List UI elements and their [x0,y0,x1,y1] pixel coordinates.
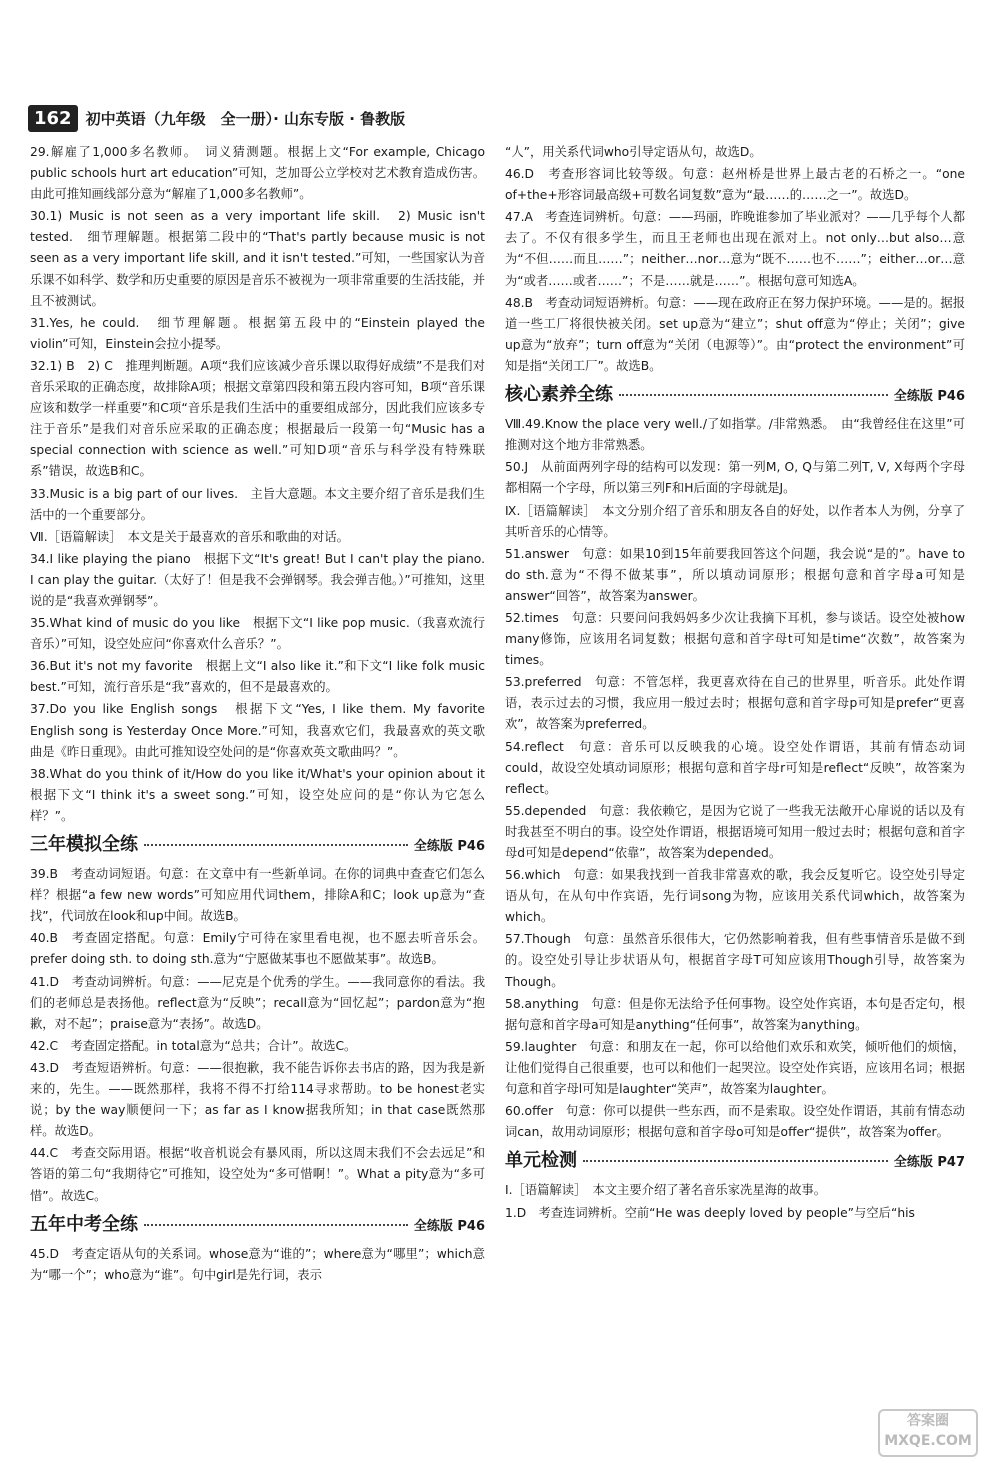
answer-item: Ⅶ.［语篇解读］ 本文是关于最喜欢的音乐和歌曲的对话。 [30,529,349,544]
right-column [505,142,965,1225]
answer-item: 46.D 考查形容词比较等级。句意：赵州桥是世界上最古老的石桥之一。“one of+the+形容词最高级+可数名词复数”意为“最……的……之一”。故选D。 [505,167,965,203]
answer-item: 50.J 从前面两列字母的结构可以发现：第一列M, O, Q与第二列T, V, X每两个字母都相隔一个字母，所以第三列F和H后面的字母就是J。 [505,460,965,496]
answer-item: 38.What do you think of it/How do you like it/What's your opinion about it 根据下文“I think it's a sweet song.”可知，设空处应问的是“你认为它怎么样？”。 [30,766,498,823]
section-page-ref: 全练版 P46 [893,389,965,405]
answer-item: 30.1) Music is not seen as a very important life skill. 2) Music isn't tested. 细节理解题。根据第二段中的“That's partly because music is not seen as a very important life skill, and it isn't tested.”可知，一些国家认为音乐课不如科学、数学和历史重要的原因是音乐不被视为一项非常重要的生活技能，并且不被测试。 [30,209,485,308]
section-heading [30,1214,485,1237]
watermark-line1: 答案圈 [907,1413,949,1429]
answer-item: 41.D 考查动词辨析。句意：——尼克是个优秀的学生。——我同意你的看法。我们的老师总是表扬他。reflect意为“反映”；recall意为“回忆起”；pardon意为“抱歉，对不起”；praise意为“表扬”。故选D。 [30,974,485,1031]
answer-item: 54.reflect 句意：音乐可以反映我的心境。设空处作谓语，其前有情态动词could，故设空处填动词原形；根据句意和首字母r可知是reflect“反映”，故答案为reflect。 [505,739,965,796]
page-number: 162 [28,105,78,132]
answer-item: 52.times 句意：只要问问我妈妈多少次让我摘下耳机，参与谈话。设空处被how many修饰，应该用名词复数；根据句意和首字母t可知是time“次数”，故答案为times。 [505,610,965,668]
section-heading [30,834,485,857]
answer-item: 40.B 考查固定搭配。句意：Emily宁可待在家里看电视，也不愿去听音乐会。prefer doing sth. to doing sth.意为“宁愿做某事也不愿做某事”。故选B。 [30,931,485,967]
dotted-leader [144,844,408,846]
section-heading [505,1150,965,1173]
answer-item: 37.Do you like English songs 根据下文“Yes, I like them. My favorite English song is Yesterday Once More.”可知，我喜欢它们，我最喜欢的英文歌曲是《昨日重现》。由此可推知设空处问的是“你喜欢英文歌曲吗？”。 [30,702,485,759]
watermark-logo [878,1409,978,1457]
section-title: 三年模拟全练 [30,834,138,855]
book-title: 初中英语（九年级 全一册）· 山东专版 · 鲁教版 [85,109,406,128]
section-title: 单元检测 [505,1150,577,1172]
section-title: 核心素养全练 [505,384,613,406]
answer-item: 59.laughter 句意：和朋友在一起，你可以给他们欢乐和欢笑，倾听他们的烦恼，让他们觉得自己很重要，也可以和他们一起哭泣。设空处作宾语，应该用名词；根据句意和首字母l可知是laughter“笑声”，故答案为laughter。 [505,1039,965,1097]
section-title: 五年中考全练 [30,1213,138,1235]
answer-item: 55.depended 句意：我依赖它，是因为它说了一些我无法敞开心扉说的话以及有时我甚至不明白的事。设空处作谓语，根据语境可知用一般过去时；根据句意和首字母d可知是depend“依靠”，故答案为depended。 [505,803,965,860]
answer-item: 45.D 考查定语从句的关系词。whose意为“谁的”；where意为“哪里”；which意为“哪一个”；who意为“谁”。句中girl是先行词，表示 [30,1246,485,1282]
section-page-ref: 全练版 P46 [413,839,485,854]
answer-item: 29.解雇了1,000多名教师。 词义猜测题。根据上文“For example, Chicago public schools hurt art education”可知，芝加哥公立学校对艺术教育造成伤害。由此可推知画线部分意为“解雇了1,000多名教师”。 [30,145,485,202]
answer-item: 36.But it's not my favorite 根据上文“I also like it.”和下文“I like folk music best.”可知，流行音乐是“我”喜欢的，但不是最喜欢的。 [30,659,485,695]
watermark-line2: MXQE.COM [884,1433,972,1449]
answer-item: 58.anything 句意：但是你无法给予任何事物。设空处作宾语，本句是否定句，根据句意和首字母a可知是anything“任何事”，故答案为anything。 [505,996,965,1032]
answer-item: 39.B 考查动词短语。句意：在文章中有一些新单词。在你的词典中查查它们怎么样？根据“a few new words”可知应用代词them，排除A和C；look up意为“查找”，代词放在look和up中间。故选B。 [30,867,485,924]
answer-item: 35.What kind of music do you like 根据下文“I like pop music.（我喜欢流行音乐）”可知，设空处应问“你喜欢什么音乐？”。 [30,616,485,652]
dotted-leader [583,1160,888,1162]
dotted-leader [619,394,888,396]
answer-item: 51.answer 句意：如果10到15年前要我回答这个问题，我会说“是的”。have to do sth.意为“不得不做某事”，所以填动词原形；根据句意和首字母a可知是answer“回答”，故答案为answer。 [505,546,965,603]
answer-item: 57.Though 句意：虽然音乐很伟大，它仍然影响着我，但有些事情音乐是做不到的。设空处引导让步状语从句，根据首字母T可知应该用Though引导，故答案为Though。 [505,932,965,989]
section-page-ref: 全练版 P46 [413,1218,485,1234]
answer-item: “人”，用关系代词who引导定语从句，故选D。 [505,145,762,159]
answer-item: 33.Music is a big part of our lives. 主旨大意题。本文主要介绍了音乐是我们生活中的一个重要部分。 [30,486,485,522]
answer-item: 48.B 考查动词短语辨析。句意：——现在政府正在努力保护环境。——是的。据报道一些工厂将很快被关闭。set up意为“建立”；shut off意为“停止；关闭”；give up意为“放弃”；turn off意为“关闭（电源等）”。由“protect the environment”可知是指“关闭工厂”。故选B。 [505,295,965,373]
answer-item: 32.1) B 2) C 推理判断题。A项“我们应该减少音乐课以取得好成绩”不是我们对音乐采取的正确态度，故排除A项；根据文章第四段和第五段内容可知，B项“音乐课应该和数学一样重要”和C项“音乐是我们生活中的重要组成部分，因此我们应该多专注于音乐”是我们对音乐应采取的正确态度；根据最后一段第一句“Music has a special connection with science as well.”可知D项“音乐与科学没有特殊联系”错误，故选B和C。 [30,358,485,479]
section-page-ref: 全练版 P47 [893,1155,965,1171]
answer-item: Ⅰ.［语篇解读］ 本文主要介绍了著名音乐家冼星海的故事。 [505,1183,827,1198]
dotted-leader [144,1224,408,1226]
section-heading [505,384,965,407]
answer-item: 31.Yes, he could. 细节理解题。根据第五段中的“Einstein played the violin”可知，Einstein会拉小提琴。 [30,315,485,351]
answer-item: Ⅷ.49.Know the place very well./了如指掌。/非常熟悉。 由“我曾经住在这里”可推测对这个地方非常熟悉。 [505,417,965,453]
answer-item: 34.I like playing the piano 根据下文“It's great! But I can't play the piano. I can play the guitar.（太好了！但是我不会弹钢琴。我会弹吉他。）”可推知，这里说的是“我喜欢弹钢琴”。 [30,551,485,608]
page-header [28,100,488,136]
left-column [30,142,498,1287]
answer-item: 43.D 考查短语辨析。句意：——很抱歉，我不能告诉你去书店的路，因为我是新来的，先生。——既然那样，我将不得不打给114寻求帮助。to be honest老实说；by the way顺便问一下；as far as I know据我所知；in that case既然那样。故选D。 [30,1060,485,1139]
answer-item: 60.offer 句意：你可以提供一些东西，而不是索取。设空处作谓语，其前有情态动词can，故用动词原形；根据句意和首字母o可知是offer“提供”，故答案为offer。 [505,1104,965,1140]
answer-item: 42.C 考查固定搭配。in total意为“总共；合计”。故选C。 [30,1038,357,1053]
answer-item: 47.A 考查连词辨析。句意：——玛丽，昨晚谁参加了毕业派对？——几乎每个人都去了。不仅有很多学生，而且王老师也出现在派对上。not only…but also…意为“不但……而且……”；neither…nor…意为“既不……也不……”；either…or…意为“或者……或者……”；不是……就是……”。根据句意可知选A。 [505,210,965,288]
answer-item: 1.D 考查连词辨析。空前“He was deeply loved by people”与空后“his [505,1205,915,1220]
answer-item: 56.which 句意：如果我找到一首我非常喜欢的歌，我会反复听它。设空处引导定语从句，在从句中作宾语，先行词song为物，应该用关系代词which，故答案为which。 [505,868,965,925]
answer-item: Ⅸ.［语篇解读］ 本文分别介绍了音乐和朋友各自的好处，以作者本人为例，分享了其听音乐的心情等。 [505,503,965,539]
answer-item: 44.C 考查交际用语。根据“收音机说会有暴风雨，所以这周末我们不会去远足”和答语的第二句“我期待它”可推知，设空处为“多可惜啊！”。What a pity意为“多可惜”。故选C。 [30,1146,485,1203]
answer-item: 53.preferred 句意：不管怎样，我更喜欢待在自己的世界里，听音乐。此处作谓语，表示过去的习惯，我应用一般过去时；根据句意和首字母p可知是prefer“更喜欢”，故答案为preferred。 [505,675,965,732]
